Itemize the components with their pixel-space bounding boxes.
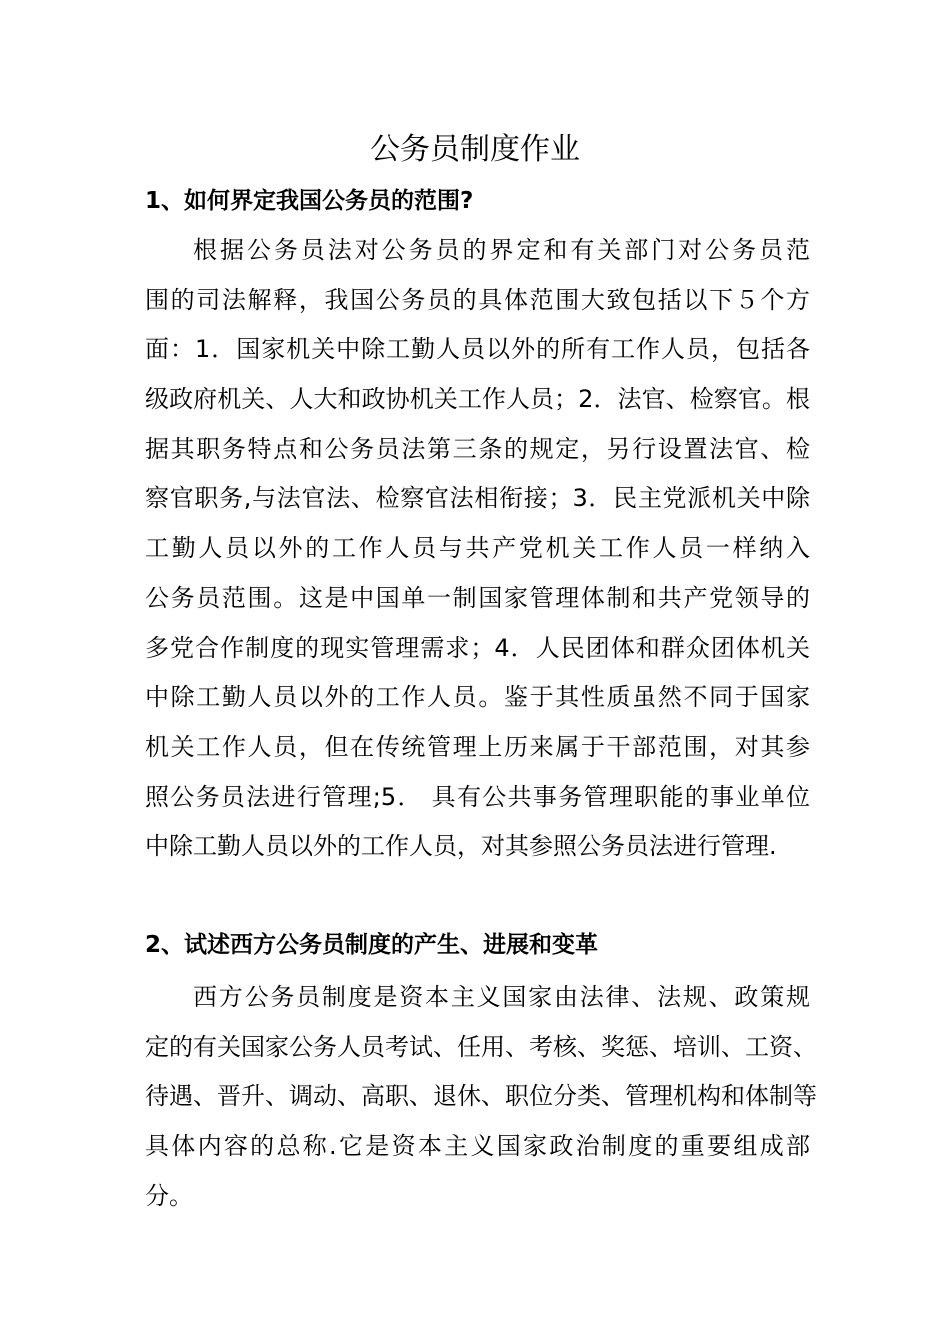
paragraph-line: 级政府机关、人大和政协机关工作人员；2．法官、检察官。根 (145, 385, 810, 414)
paragraph-line: 围的司法解释，我国公务员的具体范围大致包括以下５个方 (145, 285, 810, 314)
paragraph-line: 具体内容的总称.它是资本主义国家政治制度的重要组成部 (145, 1132, 810, 1161)
paragraph-line: 照公务员法进行管理;5． 具有公共事务管理职能的事业单位 (145, 782, 810, 811)
section-1-heading: 1、如何界定我国公务员的范围? (145, 188, 474, 214)
paragraph-line: 待遇、晋升、调动、高职、退休、职位分类、管理机构和体制等 (145, 1082, 817, 1111)
paragraph-line: 定的有关国家公务人员考试、任用、考核、奖惩、培训、工资、 (145, 1032, 817, 1061)
paragraph-line: 中除工勤人员以外的工作人员，对其参照公务员法进行管理. (145, 832, 777, 861)
paragraph-line: 工勤人员以外的工作人员与共产党机关工作人员一样纳入 (145, 534, 810, 563)
document-title: 公务员制度作业 (370, 132, 580, 167)
paragraph-line: 多党合作制度的现实管理需求；4．人民团体和群众团体机关 (145, 633, 810, 662)
paragraph-line: 根据公务员法对公务员的界定和有关部门对公务员范 (193, 236, 810, 264)
section-2-heading: 2、试述西方公务员制度的产生、进展和变革 (145, 932, 599, 958)
paragraph-line: 据其职务特点和公务员法第三条的规定，另行设置法官、检 (145, 434, 810, 463)
paragraph-line: 西方公务员制度是资本主义国家由法律、法规、政策规 (193, 983, 810, 1011)
paragraph-line: 面：1．国家机关中除工勤人员以外的所有工作人员，包括各 (145, 335, 810, 364)
paragraph-line: 分。 (145, 1181, 193, 1210)
section-2-paragraph (145, 973, 817, 1221)
paragraph-line: 察官职务,与法官法、检察官法相衔接；3．民主党派机关中除 (145, 484, 810, 513)
paragraph-line: 公务员范围。这是中国单一制国家管理体制和共产党领导的 (145, 583, 810, 612)
section-1-paragraph (145, 226, 810, 872)
paragraph-line: 中除工勤人员以外的工作人员。鉴于其性质虽然不同于国家 (145, 683, 810, 712)
paragraph-line: 机关工作人员，但在传统管理上历来属于干部范围，对其参 (145, 732, 810, 761)
